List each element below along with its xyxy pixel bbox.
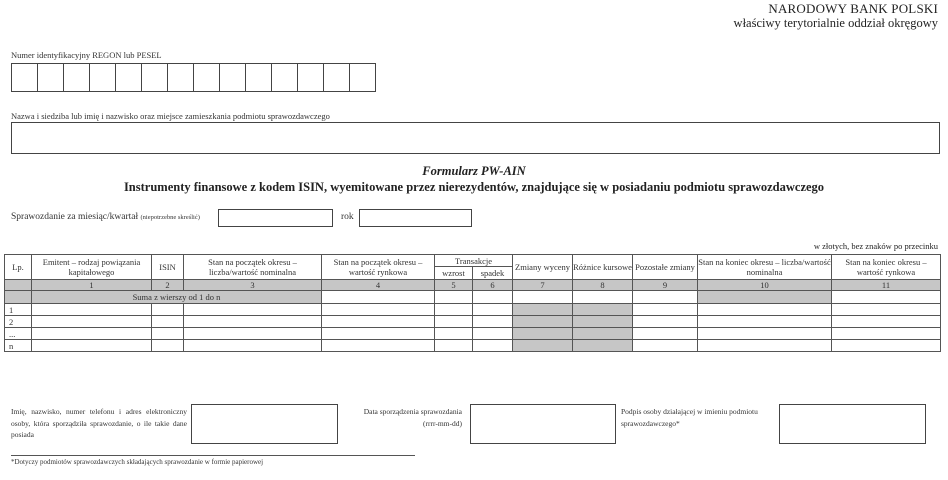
sum-cell[interactable] bbox=[573, 291, 633, 304]
col-number: 7 bbox=[513, 280, 573, 291]
table-cell[interactable] bbox=[152, 328, 184, 340]
regon-digit-cell[interactable] bbox=[141, 63, 168, 92]
table-cell[interactable] bbox=[435, 304, 473, 316]
instruments-table bbox=[4, 254, 941, 352]
table-row bbox=[5, 328, 941, 340]
col-number: 6 bbox=[473, 280, 513, 291]
period-hint: (niepotrzebne skreślić) bbox=[140, 214, 200, 221]
period-label-row bbox=[11, 212, 200, 222]
sum-label: Suma z wierszy od 1 do n bbox=[32, 291, 322, 304]
table-cell[interactable] bbox=[698, 328, 832, 340]
table-cell[interactable] bbox=[698, 304, 832, 316]
table-cell-disabled bbox=[513, 316, 573, 328]
table-cell[interactable] bbox=[32, 328, 152, 340]
column-number-row bbox=[5, 280, 941, 291]
table-cell[interactable] bbox=[832, 316, 941, 328]
regon-digit-cell[interactable] bbox=[37, 63, 64, 92]
entity-label: Nazwa i siedziba lub imię i nazwisko oraz miejsce zamieszkania podmiotu sprawozdawczego bbox=[11, 111, 330, 121]
table-cell[interactable] bbox=[473, 316, 513, 328]
col-number: 10 bbox=[698, 280, 832, 291]
regon-digit-cell[interactable] bbox=[219, 63, 246, 92]
sum-cell[interactable] bbox=[513, 291, 573, 304]
table-cell[interactable] bbox=[322, 316, 435, 328]
table-cell-disabled bbox=[573, 328, 633, 340]
table-cell[interactable] bbox=[184, 316, 322, 328]
period-input[interactable] bbox=[218, 209, 333, 227]
date-input[interactable] bbox=[470, 404, 616, 444]
table-cell[interactable] bbox=[435, 340, 473, 352]
table-cell[interactable] bbox=[184, 304, 322, 316]
col-number: 5 bbox=[435, 280, 473, 291]
sign-label: Podpis osoby działającej w imieniu podmiotu sprawozdawczego* bbox=[621, 407, 758, 428]
th-pozostale-zmiany: Pozostałe zmiany bbox=[633, 255, 698, 280]
table-cell-disabled bbox=[513, 304, 573, 316]
table-cell[interactable] bbox=[473, 340, 513, 352]
col-number: 8 bbox=[573, 280, 633, 291]
sum-lp-cell bbox=[5, 291, 32, 304]
th-zmiany-wyceny: Zmiany wyceny bbox=[513, 255, 573, 280]
table-cell[interactable] bbox=[473, 304, 513, 316]
th-stan-pocz-liczba: Stan na początek okresu – liczba/wartość nominalna bbox=[184, 255, 322, 280]
table-cell[interactable] bbox=[152, 316, 184, 328]
sum-cell[interactable] bbox=[435, 291, 473, 304]
contact-input[interactable] bbox=[191, 404, 338, 444]
table-cell[interactable] bbox=[698, 316, 832, 328]
th-stan-pocz-rynk: Stan na początek okresu – wartość rynkowa bbox=[322, 255, 435, 280]
col-number: 9 bbox=[633, 280, 698, 291]
table-cell[interactable] bbox=[435, 328, 473, 340]
table-cell[interactable] bbox=[698, 340, 832, 352]
table-row bbox=[5, 316, 941, 328]
regon-digit-cell[interactable] bbox=[167, 63, 194, 92]
table-cell-disabled bbox=[513, 340, 573, 352]
row-number: 1 bbox=[5, 304, 32, 316]
sum-row bbox=[5, 291, 941, 304]
entity-input[interactable] bbox=[11, 122, 940, 154]
table-cell[interactable] bbox=[322, 304, 435, 316]
table-row bbox=[5, 304, 941, 316]
footnote-divider bbox=[11, 455, 415, 456]
table-cell[interactable] bbox=[152, 304, 184, 316]
th-roznice-kursowe: Różnice kursowe bbox=[573, 255, 633, 280]
table-cell[interactable] bbox=[832, 304, 941, 316]
table-cell[interactable] bbox=[473, 328, 513, 340]
th-stan-kon-liczba: Stan na koniec okresu – liczba/wartość nominalna bbox=[698, 255, 832, 280]
contact-label: Imię, nazwisko, numer telefonu i adres elektroniczny osoby, która sporządziła sprawozdanie, o ile takie dane posiada bbox=[11, 407, 187, 439]
date-label: Data sporządzenia sprawozdania bbox=[363, 407, 462, 416]
table-cell-disabled bbox=[573, 316, 633, 328]
table-cell[interactable] bbox=[32, 316, 152, 328]
col-number: 1 bbox=[32, 280, 152, 291]
date-format: (rrrr-mm-dd) bbox=[423, 418, 462, 428]
sign-input[interactable] bbox=[779, 404, 926, 444]
branch-name: właściwy terytorialnie oddział okręgowy bbox=[733, 16, 938, 30]
table-cell[interactable] bbox=[832, 328, 941, 340]
th-transakcje: Transakcje bbox=[435, 255, 513, 267]
sum-cell-disabled bbox=[698, 291, 832, 304]
table-cell-disabled bbox=[573, 340, 633, 352]
col-number: 2 bbox=[152, 280, 184, 291]
regon-digit-cell[interactable] bbox=[11, 63, 38, 92]
table-cell[interactable] bbox=[32, 304, 152, 316]
form-subtitle: Instrumenty finansowe z kodem ISIN, wyemitowane przez nierezydentów, znajdujące się w posiadaniu podmiotu sprawozdawczego bbox=[123, 180, 825, 194]
period-label: Sprawozdanie za miesiąc/kwartał bbox=[11, 212, 139, 222]
table-cell[interactable] bbox=[152, 340, 184, 352]
regon-digit-cell[interactable] bbox=[63, 63, 90, 92]
row-number: n bbox=[5, 340, 32, 352]
th-stan-kon-rynk: Stan na koniec okresu – wartość rynkowa bbox=[832, 255, 941, 280]
table-row bbox=[5, 340, 941, 352]
sum-cell[interactable] bbox=[473, 291, 513, 304]
row-number: 2 bbox=[5, 316, 32, 328]
table-cell[interactable] bbox=[184, 340, 322, 352]
year-input[interactable] bbox=[359, 209, 472, 227]
col-number: 4 bbox=[322, 280, 435, 291]
th-isin: ISIN bbox=[152, 255, 184, 280]
table-cell-disabled bbox=[573, 304, 633, 316]
col-number: 3 bbox=[184, 280, 322, 291]
year-label: rok bbox=[341, 212, 354, 222]
th-spadek: spadek bbox=[473, 267, 513, 280]
table-cell[interactable] bbox=[633, 340, 698, 352]
regon-digit-cell[interactable] bbox=[297, 63, 324, 92]
date-label-block bbox=[350, 406, 462, 429]
regon-digit-cell[interactable] bbox=[245, 63, 272, 92]
regon-digit-cell[interactable] bbox=[193, 63, 220, 92]
th-wzrost: wzrost bbox=[435, 267, 473, 280]
th-lp: Lp. bbox=[5, 255, 32, 280]
regon-digit-cell[interactable] bbox=[271, 63, 298, 92]
th-emitent: Emitent – rodzaj powiązania kapitałowego bbox=[32, 255, 152, 280]
sum-cell[interactable] bbox=[832, 291, 941, 304]
sum-cell[interactable] bbox=[633, 291, 698, 304]
table-cell[interactable] bbox=[322, 328, 435, 340]
table-cell-disabled bbox=[513, 328, 573, 340]
table-cell[interactable] bbox=[32, 340, 152, 352]
col-number: 11 bbox=[832, 280, 941, 291]
footnote: *Dotyczy podmiotów sprawozdawczych składających sprawozdanie w formie papierowej bbox=[11, 458, 264, 466]
bank-name: NARODOWY BANK POLSKI bbox=[768, 1, 938, 16]
regon-digit-cell[interactable] bbox=[323, 63, 350, 92]
table-cell[interactable] bbox=[832, 340, 941, 352]
table-cell[interactable] bbox=[633, 316, 698, 328]
sum-cell[interactable] bbox=[322, 291, 435, 304]
table-cell[interactable] bbox=[633, 304, 698, 316]
form-title: Formularz PW-AIN bbox=[422, 164, 526, 178]
col-number-blank bbox=[5, 280, 32, 291]
row-number: ... bbox=[5, 328, 32, 340]
table-cell[interactable] bbox=[322, 340, 435, 352]
table-cell[interactable] bbox=[633, 328, 698, 340]
units-note: w złotych, bez znaków po przecinku bbox=[813, 241, 938, 251]
table-cell[interactable] bbox=[435, 316, 473, 328]
regon-digit-cell[interactable] bbox=[115, 63, 142, 92]
table-cell[interactable] bbox=[184, 328, 322, 340]
regon-field[interactable] bbox=[11, 63, 376, 92]
regon-label: Numer identyfikacyjny REGON lub PESEL bbox=[11, 50, 162, 60]
regon-digit-cell[interactable] bbox=[349, 63, 376, 92]
regon-digit-cell[interactable] bbox=[89, 63, 116, 92]
